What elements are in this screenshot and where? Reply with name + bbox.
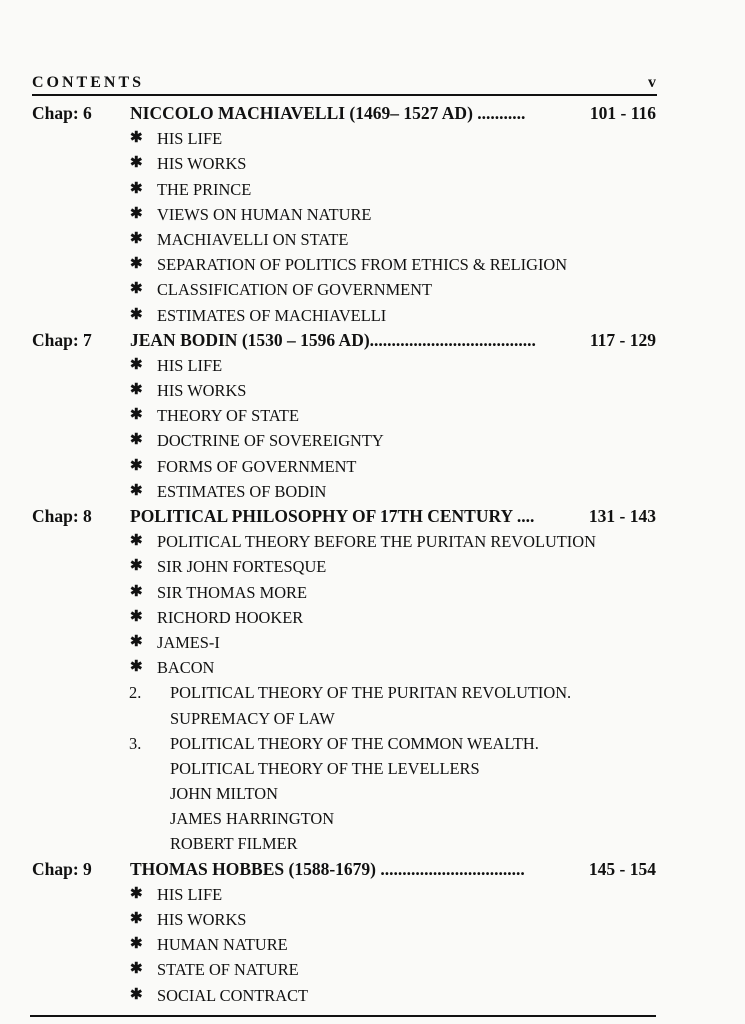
list-item: ✱ HUMAN NATURE xyxy=(32,932,658,957)
table-of-contents xyxy=(32,101,658,1008)
asterisk-bullet-icon: ✱ xyxy=(130,130,143,147)
asterisk-bullet-icon: ✱ xyxy=(130,281,143,298)
list-item: ✱ SOCIAL CONTRACT xyxy=(32,983,658,1008)
asterisk-bullet-icon: ✱ xyxy=(130,961,143,978)
list-item: ✱ THEORY OF STATE xyxy=(32,403,658,428)
asterisk-bullet-icon: ✱ xyxy=(130,306,143,323)
list-item: ✱ HIS LIFE xyxy=(32,126,658,151)
list-item: ✱ HIS LIFE xyxy=(32,882,658,907)
numbered-item-continuation: JAMES HARRINGTON xyxy=(170,809,335,829)
chapter-pages: 117 - 129 xyxy=(589,329,656,350)
list-item: ✱ FORMS OF GOVERNMENT xyxy=(32,454,658,479)
chapter-title: JEAN BODIN (1530 – 1596 AD)...................................... xyxy=(130,329,536,350)
list-item: ✱ ESTIMATES OF BODIN xyxy=(32,479,658,504)
asterisk-bullet-icon: ✱ xyxy=(130,205,143,222)
asterisk-bullet-icon: ✱ xyxy=(130,432,143,449)
asterisk-bullet-icon: ✱ xyxy=(130,986,143,1003)
list-item: ✱ SIR JOHN FORTESQUE xyxy=(32,554,658,579)
list-item: ✱ ESTIMATES OF MACHIAVELLI xyxy=(32,303,658,328)
list-item: ✱ RICHORD HOOKER xyxy=(32,605,658,630)
contents-title: CONTENTS xyxy=(32,74,145,91)
chapter-pages: 101 - 116 xyxy=(589,103,656,123)
list-item: ✱ SIR THOMAS MORE xyxy=(32,580,658,605)
asterisk-bullet-icon: ✱ xyxy=(130,407,143,424)
chapter-row-6 xyxy=(32,101,658,126)
item-number: 3. xyxy=(129,733,142,753)
numbered-item-continuation: ROBERT FILMER xyxy=(170,834,298,854)
chapter-pages: 131 - 143 xyxy=(588,506,656,526)
asterisk-bullet-icon: ✱ xyxy=(130,382,143,399)
asterisk-bullet-icon: ✱ xyxy=(130,608,143,625)
list-item: ✱ HIS WORKS xyxy=(32,907,658,932)
asterisk-bullet-icon: ✱ xyxy=(130,356,143,373)
list-item: ✱ HIS LIFE xyxy=(32,353,658,378)
numbered-item-continuation: SUPREMACY OF LAW xyxy=(170,708,335,728)
chapter-label: Chap: 6 xyxy=(32,103,92,123)
numbered-item-continuation: POLITICAL THEORY OF THE LEVELLERS xyxy=(170,758,480,778)
chapter-row-7 xyxy=(32,328,658,353)
chapter-pages: 145 - 154 xyxy=(588,858,656,879)
chapter-row-9 xyxy=(32,857,658,882)
list-item: ✱ SEPARATION OF POLITICS FROM ETHICS & RELIGION xyxy=(32,252,658,277)
chapter-title: NICCOLO MACHIAVELLI (1469– 1527 AD) ........... xyxy=(130,103,526,123)
list-item: ✱ THE PRINCE xyxy=(32,177,658,202)
chapter-label: Chap: 7 xyxy=(32,329,92,350)
numbered-item: 3. POLITICAL THEORY OF THE COMMON WEALTH. xyxy=(32,731,658,756)
chapter-title: THOMAS HOBBES (1588-1679) ................................. xyxy=(130,858,525,879)
asterisk-bullet-icon: ✱ xyxy=(130,230,143,247)
list-item: ✱ POLITICAL THEORY BEFORE THE PURITAN REVOLUTION xyxy=(32,529,658,554)
list-item: ✱ BACON xyxy=(32,655,658,680)
asterisk-bullet-icon: ✱ xyxy=(130,583,143,600)
list-item: ✱ JAMES-I xyxy=(32,630,658,655)
list-item: ✱ CLASSIFICATION OF GOVERNMENT xyxy=(32,277,658,302)
asterisk-bullet-icon: ✱ xyxy=(130,533,143,550)
chapter-title: POLITICAL PHILOSOPHY OF 17TH CENTURY .... xyxy=(130,506,535,526)
footer-rule xyxy=(30,1015,656,1017)
asterisk-bullet-icon: ✱ xyxy=(130,180,143,197)
asterisk-bullet-icon: ✱ xyxy=(130,482,143,499)
asterisk-bullet-icon: ✱ xyxy=(130,256,143,273)
asterisk-bullet-icon: ✱ xyxy=(130,659,143,676)
list-item: ✱ HIS WORKS xyxy=(32,151,658,176)
item-number: 2. xyxy=(129,683,142,703)
numbered-item: 2. POLITICAL THEORY OF THE PURITAN REVOLUTION. xyxy=(32,680,658,705)
list-item: ✱ STATE OF NATURE xyxy=(32,957,658,982)
contents-header xyxy=(32,74,656,94)
numbered-item-continuation: JOHN MILTON xyxy=(170,784,278,804)
chapter-label: Chap: 9 xyxy=(32,858,92,879)
chapter-row-8 xyxy=(32,504,658,529)
asterisk-bullet-icon: ✱ xyxy=(130,457,143,474)
list-item: ✱ MACHIAVELLI ON STATE xyxy=(32,227,658,252)
asterisk-bullet-icon: ✱ xyxy=(130,558,143,575)
asterisk-bullet-icon: ✱ xyxy=(130,633,143,650)
list-item: ✱ VIEWS ON HUMAN NATURE xyxy=(32,202,658,227)
chapter-label: Chap: 8 xyxy=(32,506,92,526)
list-item: ✱ DOCTRINE OF SOVEREIGNTY xyxy=(32,428,658,453)
page-numeral: v xyxy=(648,74,656,91)
header-rule xyxy=(32,94,657,96)
asterisk-bullet-icon: ✱ xyxy=(130,885,143,902)
asterisk-bullet-icon: ✱ xyxy=(130,911,143,927)
asterisk-bullet-icon: ✱ xyxy=(130,155,143,172)
asterisk-bullet-icon: ✱ xyxy=(130,936,143,953)
list-item: ✱ HIS WORKS xyxy=(32,378,658,403)
